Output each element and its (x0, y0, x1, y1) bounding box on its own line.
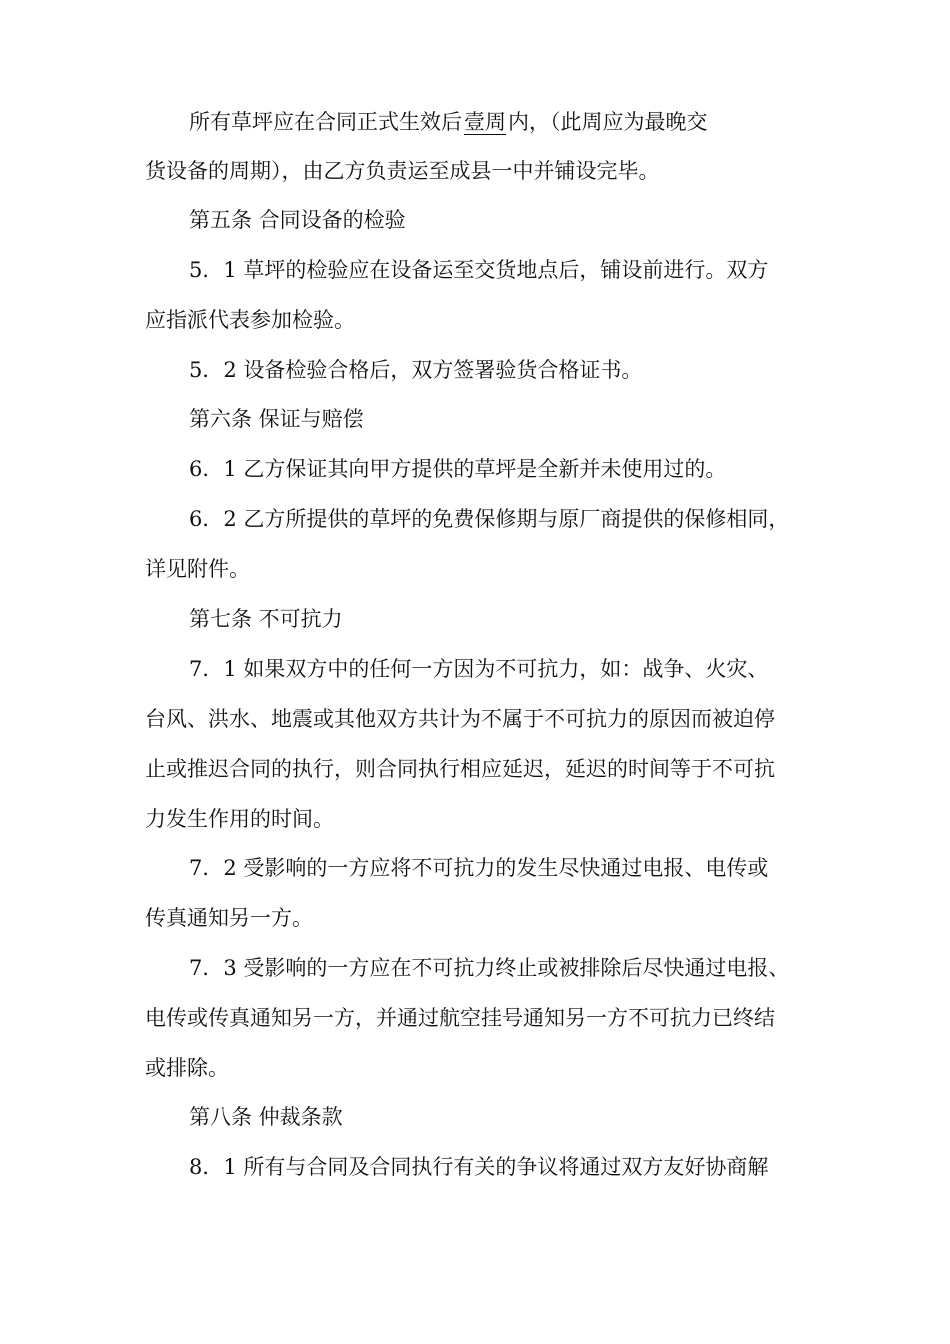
clause-6-2-line-2: 详见附件。 (145, 557, 250, 581)
clause-7-3-line-2: 电传或传真通知另一方，并通过航空挂号通知另一方不可抗力已终结 (145, 1006, 775, 1030)
clause-6-1: 6．1 乙方保证其向甲方提供的草坪是全新并未使用过的。 (189, 457, 727, 481)
section-heading-7: 第七条 不可抗力 (189, 607, 343, 631)
clause-7-1-line-3: 止或推迟合同的执行，则合同执行相应延迟，延迟的时间等于不可抗 (145, 757, 775, 781)
clause-5-1-line-2: 应指派代表参加检验。 (145, 308, 355, 332)
underlined-fill-value: 壹周 (464, 110, 506, 134)
clause-7-3-line-1: 7．3 受影响的一方应在不可抗力终止或被排除后尽快通过电报、 (189, 956, 790, 980)
clause-5-1-line-1: 5．1 草坪的检验应在设备运至交货地点后，铺设前进行。双方 (189, 258, 769, 282)
paragraph-line-2: 货设备的周期），由乙方负责运至成县一中并铺设完毕。 (145, 159, 660, 183)
clause-7-1-line-4: 力发生作用的时间。 (145, 807, 334, 831)
clause-7-3-line-3: 或排除。 (145, 1056, 229, 1080)
section-heading-6: 第六条 保证与赔偿 (189, 407, 364, 431)
clause-5-2: 5．2 设备检验合格后，双方签署验货合格证书。 (189, 358, 643, 382)
clause-7-2-line-1: 7．2 受影响的一方应将不可抗力的发生尽快通过电报、电传或 (189, 856, 769, 880)
clause-7-2-line-2: 传真通知另一方。 (145, 906, 313, 930)
paragraph-line-1 (0, 102, 950, 142)
clause-7-1-line-1: 7．1 如果双方中的任何一方因为不可抗力，如：战争、火灾、 (189, 657, 769, 681)
clause-7-1-line-2: 台风、洪水、地震或其他双方共计为不属于不可抗力的原因而被迫停 (145, 707, 775, 731)
clause-6-2-line-1: 6．2 乙方所提供的草坪的免费保修期与原厂商提供的保修相同， (189, 507, 790, 531)
text-fragment: 所有草坪应在合同正式生效后 (189, 110, 462, 134)
text-fragment: 内，（此周应为最晚交 (508, 110, 708, 134)
clause-8-1-line-1: 8．1 所有与合同及合同执行有关的争议将通过双方友好协商解 (189, 1155, 769, 1179)
section-heading-8: 第八条 仲裁条款 (189, 1105, 343, 1129)
section-heading-5: 第五条 合同设备的检验 (189, 208, 406, 232)
